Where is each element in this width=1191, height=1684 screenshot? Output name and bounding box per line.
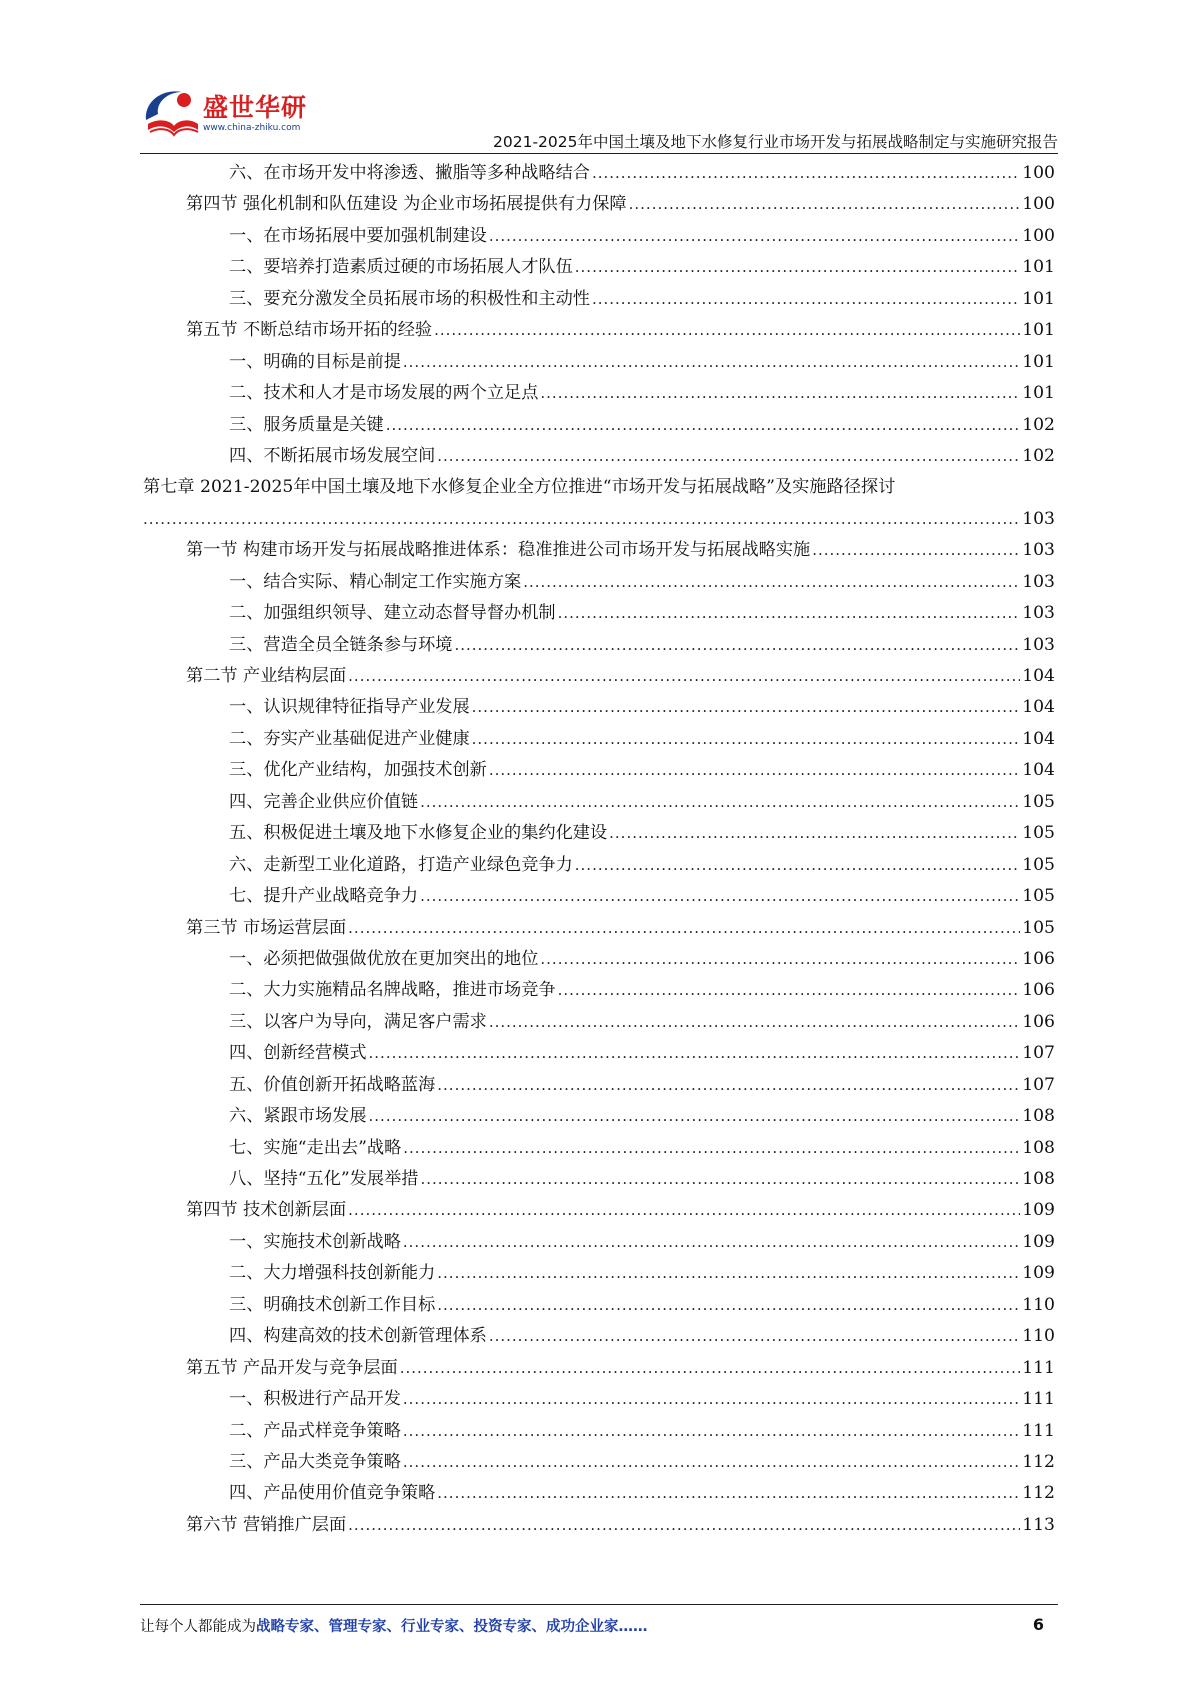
toc-entry-page: 105 <box>1022 823 1055 844</box>
toc-entry-page: 103 <box>1022 603 1055 624</box>
toc-entry-page: 107 <box>1022 1043 1055 1064</box>
toc-entry-title: 二、产品式样竞争策略 <box>229 1420 401 1441</box>
toc-entry[interactable] <box>143 661 1055 692</box>
toc-entry[interactable] <box>143 410 1055 441</box>
toc-entry-page: 110 <box>1022 1326 1055 1347</box>
dot-leader <box>558 975 1021 1006</box>
toc-entry[interactable] <box>143 630 1055 661</box>
toc-entry-page: 111 <box>1022 1357 1055 1378</box>
toc-entry-page: 107 <box>1022 1074 1055 1095</box>
toc-entry-page: 105 <box>1022 854 1055 875</box>
toc-entry-title: 六、走新型工业化道路，打造产业绿色竞争力 <box>229 854 573 875</box>
toc-entry-page: 108 <box>1022 1137 1055 1158</box>
toc-entry-page: 104 <box>1022 728 1055 749</box>
toc-entry[interactable] <box>143 692 1055 723</box>
toc-entry-title: 一、必须把做强做优放在更加突出的地位 <box>229 948 539 969</box>
toc-entry-page: 102 <box>1022 445 1055 466</box>
dot-leader <box>348 913 1020 944</box>
toc-entry-title: 三、产品大类竞争策略 <box>229 1451 401 1472</box>
dot-leader <box>403 1384 1020 1415</box>
toc-entry[interactable] <box>143 1070 1055 1101</box>
dot-leader <box>437 1478 1020 1509</box>
toc-entry[interactable] <box>143 535 1055 566</box>
toc-entry-page: 109 <box>1022 1231 1055 1252</box>
toc-entry-page: 103 <box>1022 634 1055 655</box>
toc-entry-page: 112 <box>1022 1451 1055 1472</box>
toc-entry[interactable] <box>143 347 1055 378</box>
toc-entry-page: 100 <box>1022 163 1055 183</box>
toc-entry-title: 三、以客户为导向，满足客户需求 <box>229 1011 487 1032</box>
toc-entry[interactable] <box>143 913 1055 944</box>
toc-entry[interactable] <box>143 1353 1055 1384</box>
toc-entry-page: 104 <box>1022 666 1055 686</box>
toc-entry[interactable] <box>143 441 1055 472</box>
toc-entry-title: 第四节 强化机制和队伍建设 为企业市场拓展提供有力保障 <box>186 194 627 215</box>
toc-entry[interactable] <box>143 284 1055 315</box>
toc-entry-page: 103 <box>1022 508 1055 529</box>
toc-entry-title: 八、坚持“五化”发展举措 <box>229 1169 419 1189</box>
toc-entry-title: 二、大力增强科技创新能力 <box>229 1263 436 1284</box>
page-number: 6 <box>1032 1615 1044 1634</box>
toc-entry[interactable] <box>143 1384 1055 1415</box>
dot-leader <box>489 1007 1020 1038</box>
book-swoosh-logo-icon <box>140 80 202 142</box>
toc-entry-title: 四、产品使用价值竞争策略 <box>229 1483 436 1504</box>
toc-entry-title: 六、在市场开发中将渗透、撇脂等多种战略结合 <box>229 163 590 183</box>
toc-entry-title: 二、要培养打造素质过硬的市场拓展人才队伍 <box>229 257 573 278</box>
dot-leader <box>403 347 1020 378</box>
dot-leader <box>369 1101 1021 1132</box>
toc-entry-page: 101 <box>1022 320 1055 341</box>
toc-entry-title: 第二节 产业结构层面 <box>186 666 347 686</box>
toc-entry-title: 五、积极促进土壤及地下水修复企业的集约化建设 <box>229 823 608 844</box>
toc-entry-page: 101 <box>1022 288 1055 309</box>
dot-leader <box>143 504 1020 535</box>
toc-entry-page: 103 <box>1022 571 1055 592</box>
toc-entry-page: 106 <box>1022 948 1055 969</box>
toc-entry-title: 三、服务质量是关键 <box>229 414 384 435</box>
toc-entry[interactable] <box>143 1258 1055 1289</box>
toc-entry[interactable] <box>143 567 1055 598</box>
dot-leader <box>420 1164 1020 1195</box>
dot-leader <box>403 1447 1020 1478</box>
toc-entry[interactable] <box>143 1447 1055 1478</box>
toc-entry-page: 112 <box>1022 1483 1055 1504</box>
toc-entry-title: 七、提升产业战略竞争力 <box>229 886 419 907</box>
toc-entry[interactable] <box>143 1101 1055 1132</box>
toc-entry[interactable] <box>143 1290 1055 1321</box>
dot-leader <box>454 630 1020 661</box>
toc-entry-page: 110 <box>1022 1294 1055 1315</box>
toc-entry[interactable] <box>143 1510 1055 1541</box>
toc-entry[interactable] <box>143 158 1055 189</box>
dot-leader <box>489 1321 1020 1352</box>
toc-entry-title: 一、实施技术创新战略 <box>229 1231 401 1252</box>
toc-entry[interactable] <box>143 378 1055 409</box>
dot-leader <box>437 1290 1020 1321</box>
dot-leader <box>348 1510 1020 1541</box>
toc-entry[interactable] <box>143 975 1055 1006</box>
toc-entry-page: 108 <box>1022 1169 1055 1189</box>
dot-leader <box>575 850 1020 881</box>
toc-entry-title: 三、要充分激发全员拓展市场的积极性和主动性 <box>229 288 590 309</box>
dot-leader <box>489 755 1020 786</box>
dot-leader <box>348 661 1020 692</box>
toc-entry[interactable] <box>143 1416 1055 1447</box>
toc-entry-page: 111 <box>1022 1420 1055 1441</box>
toc-entry-title: 第一节 构建市场开发与拓展战略推进体系：稳准推进公司市场开发与拓展战略实施 <box>186 540 811 561</box>
toc-entry[interactable] <box>143 944 1055 975</box>
toc-entry-page: 109 <box>1022 1200 1055 1221</box>
dot-leader <box>472 724 1021 755</box>
toc-entry[interactable] <box>143 1195 1055 1226</box>
toc-entry-page: 100 <box>1022 194 1055 215</box>
document-title: 2021-2025年中国土壤及地下水修复行业市场开发与拓展战略制定与实施研究报告 <box>493 133 1058 151</box>
header-divider <box>140 153 1058 154</box>
toc-entry-page: 102 <box>1022 414 1055 435</box>
dot-leader <box>812 535 1020 566</box>
toc-entry-page: 101 <box>1022 383 1055 404</box>
dot-leader <box>609 818 1020 849</box>
toc-entry-page: 106 <box>1022 1011 1055 1032</box>
toc-chapter-entry[interactable] <box>143 472 1055 503</box>
toc-entry[interactable] <box>143 598 1055 629</box>
toc-entry-title: 第四节 技术创新层面 <box>186 1200 347 1221</box>
toc-entry-title: 一、认识规律特征指导产业发展 <box>229 697 470 718</box>
toc-entry-page: 111 <box>1022 1389 1055 1410</box>
toc-entry-title: 二、技术和人才是市场发展的两个立足点 <box>229 383 539 404</box>
toc-entry-title: 一、明确的目标是前提 <box>229 351 401 372</box>
toc-entry[interactable] <box>143 1478 1055 1509</box>
toc-entry-title: 第三节 市场运营层面 <box>186 917 347 938</box>
toc-entry-page: 113 <box>1022 1514 1055 1535</box>
toc-entry-title: 一、结合实际、精心制定工作实施方案 <box>229 571 522 592</box>
dot-leader <box>403 1133 1020 1164</box>
toc-entry[interactable] <box>143 252 1055 283</box>
toc-entry-title: 第七章 2021-2025年中国土壤及地下水修复企业全方位推进“市场开发与拓展战略”及实施路径探讨 <box>143 477 896 498</box>
toc-entry-page: 105 <box>1022 917 1055 938</box>
dot-leader <box>434 315 1020 346</box>
dot-leader <box>437 441 1020 472</box>
toc-entry[interactable] <box>143 755 1055 786</box>
company-logo <box>140 80 310 142</box>
dot-leader <box>400 1353 1020 1384</box>
toc-entry[interactable] <box>143 1133 1055 1164</box>
dot-leader <box>420 881 1020 912</box>
toc-entry-title: 二、夯实产业基础促进产业健康 <box>229 728 470 749</box>
toc-entry-page: 104 <box>1022 760 1055 781</box>
page-header <box>140 80 1058 152</box>
dot-leader <box>523 567 1020 598</box>
toc-entry-title: 七、实施“走出去”战略 <box>229 1137 402 1158</box>
toc-entry-title: 一、积极进行产品开发 <box>229 1389 401 1410</box>
dot-leader <box>437 1258 1020 1289</box>
toc-entry[interactable] <box>143 315 1055 346</box>
toc-entry-title: 三、优化产业结构，加强技术创新 <box>229 760 487 781</box>
dot-leader <box>420 787 1020 818</box>
toc-entry-page: 108 <box>1022 1106 1055 1127</box>
dot-leader <box>403 1416 1020 1447</box>
toc-entry-title: 一、在市场拓展中要加强机制建设 <box>229 225 487 246</box>
dot-leader <box>489 221 1020 252</box>
toc-entry-page: 106 <box>1022 980 1055 1001</box>
toc-chapter-entry-continued[interactable] <box>143 504 1055 535</box>
toc-entry-title: 二、加强组织领导、建立动态督导督办机制 <box>229 603 556 624</box>
toc-entry[interactable] <box>143 1321 1055 1352</box>
toc-entry-title: 三、营造全员全链条参与环境 <box>229 634 453 655</box>
dot-leader <box>592 284 1020 315</box>
dot-leader <box>369 1038 1021 1069</box>
toc-entry-title: 四、不断拓展市场发展空间 <box>229 445 436 466</box>
toc-entry[interactable] <box>143 850 1055 881</box>
dot-leader <box>403 1227 1020 1258</box>
dot-leader <box>348 1195 1020 1226</box>
page-footer <box>140 1615 1058 1639</box>
toc-entry-page: 101 <box>1022 257 1055 278</box>
toc-entry-title: 四、创新经营模式 <box>229 1043 367 1064</box>
toc-entry[interactable] <box>143 724 1055 755</box>
toc-entry-page: 105 <box>1022 886 1055 907</box>
footer-slogan-lead: 让每个人都能成为 <box>140 1619 256 1635</box>
table-of-contents <box>143 158 1055 1541</box>
toc-entry[interactable] <box>143 1007 1055 1038</box>
toc-entry-title: 第五节 不断总结市场开拓的经验 <box>186 320 433 341</box>
toc-entry-title: 第五节 产品开发与竞争层面 <box>186 1357 398 1378</box>
footer-divider <box>140 1604 1058 1605</box>
toc-entry[interactable] <box>143 1164 1055 1195</box>
dot-leader <box>558 598 1021 629</box>
logo-url: www.china-zhiku.com <box>203 123 301 133</box>
dot-leader <box>472 692 1021 723</box>
footer-slogan-roles: 战略专家、管理专家、行业专家、投资专家、成功企业家…… <box>256 1619 648 1635</box>
dot-leader <box>437 1070 1020 1101</box>
toc-entry-title: 二、大力实施精品名牌战略，推进市场竞争 <box>229 980 556 1001</box>
toc-entry-title: 四、构建高效的技术创新管理体系 <box>229 1326 487 1347</box>
toc-entry[interactable] <box>143 881 1055 912</box>
toc-entry-title: 四、完善企业供应价值链 <box>229 791 419 812</box>
toc-entry-page: 109 <box>1022 1263 1055 1284</box>
toc-entry-page: 103 <box>1022 540 1055 561</box>
toc-entry[interactable] <box>143 818 1055 849</box>
toc-entry[interactable] <box>143 787 1055 818</box>
toc-entry-title: 六、紧跟市场发展 <box>229 1106 367 1127</box>
toc-entry[interactable] <box>143 1227 1055 1258</box>
toc-entry[interactable] <box>143 1038 1055 1069</box>
toc-entry-title: 第六节 营销推广层面 <box>186 1514 347 1535</box>
dot-leader <box>575 252 1020 283</box>
toc-entry[interactable] <box>143 189 1055 220</box>
toc-entry-page: 105 <box>1022 791 1055 812</box>
dot-leader <box>592 158 1020 189</box>
dot-leader <box>540 944 1020 975</box>
toc-entry-title: 五、价值创新开拓战略蓝海 <box>229 1074 436 1095</box>
dot-leader <box>386 410 1020 441</box>
logo-name: 盛世华研 <box>203 93 308 122</box>
dot-leader <box>540 378 1020 409</box>
dot-leader <box>629 189 1021 220</box>
toc-entry-title: 三、明确技术创新工作目标 <box>229 1294 436 1315</box>
toc-entry[interactable] <box>143 221 1055 252</box>
toc-entry-page: 101 <box>1022 351 1055 372</box>
toc-entry-page: 104 <box>1022 697 1055 718</box>
toc-entry-page: 100 <box>1022 225 1055 246</box>
